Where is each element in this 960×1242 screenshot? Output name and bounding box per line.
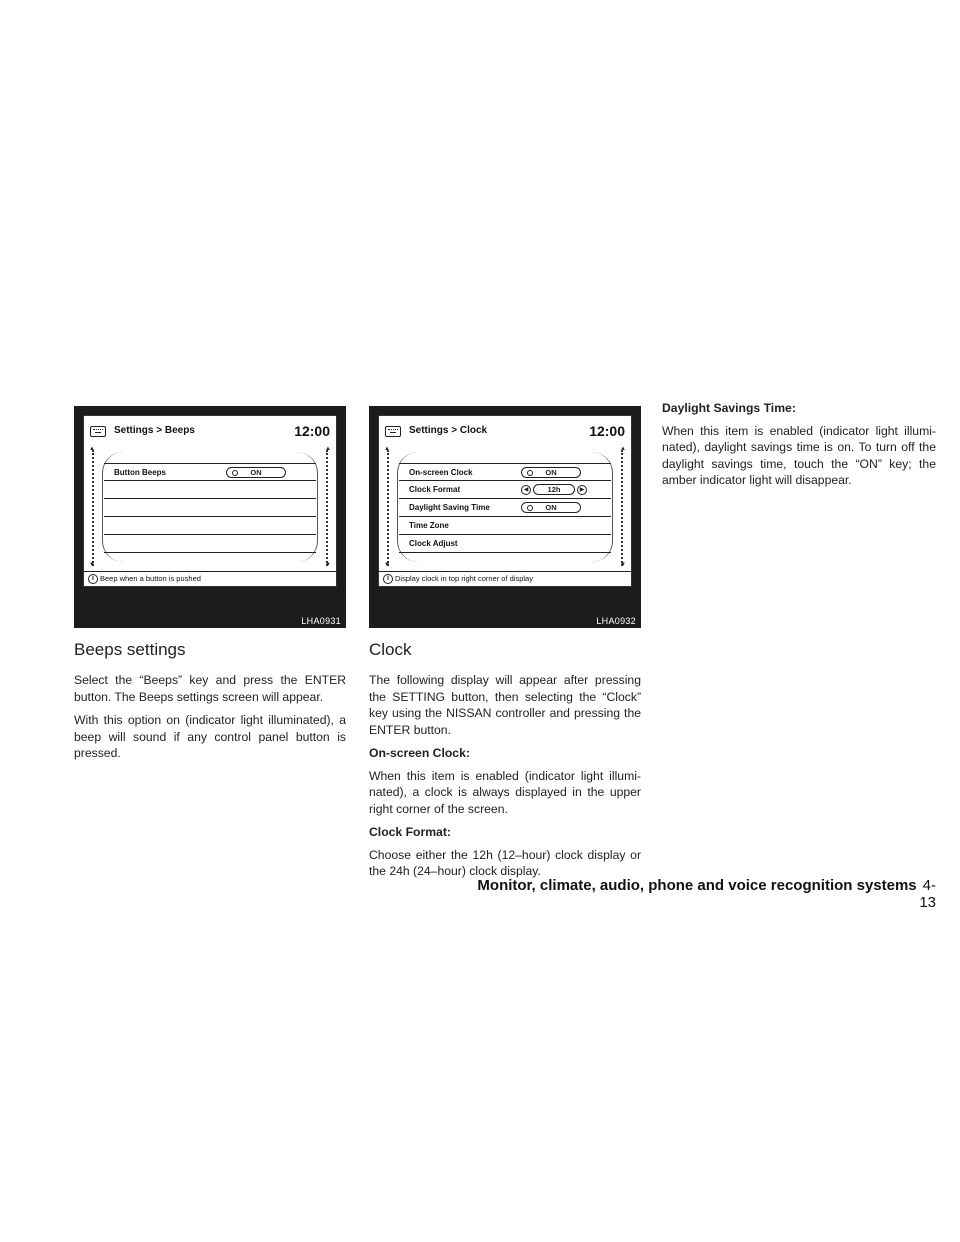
paragraph: Select the “Beeps” key and press the ENTER button. The Beeps settings screen will appear. — [74, 673, 346, 704]
page-number: 4-13 — [919, 877, 936, 911]
scroll-rail-right — [318, 450, 328, 566]
scroll-down-arrow-icon: ▼ — [89, 562, 95, 568]
scroll-rail-right — [613, 450, 623, 566]
row-clock-format[interactable] — [399, 481, 611, 499]
section-heading-beeps: Beeps settings — [74, 640, 186, 659]
screen-title: Settings > Beeps — [114, 425, 195, 436]
info-icon: i — [88, 574, 98, 584]
paragraph: When this item is enabled (indicator light illumi-nated), daylight savings time is on. To turn off the daylight savings time, touch the “ON” key; the amber indicator light will disappear. — [662, 423, 936, 487]
empty-row — [104, 499, 316, 517]
paragraph: Choose either the 12h (12–hour) clock display or the 24h (24–hour) clock display. — [369, 847, 641, 878]
column-clock — [369, 406, 641, 887]
row-label: Clock Format — [409, 485, 461, 494]
screen-footer — [379, 571, 631, 586]
toggle-value: ON — [545, 503, 557, 512]
empty-row — [104, 517, 316, 535]
beeps-screen — [83, 415, 337, 587]
screen-clock: 12:00 — [589, 423, 625, 439]
figure-clock-screen — [369, 406, 641, 628]
scroll-down-arrow-icon: ▼ — [620, 562, 626, 568]
row-label: On-screen Clock — [409, 468, 473, 477]
row-label: Clock Adjust — [409, 539, 458, 548]
section-heading-clock: Clock — [369, 640, 412, 659]
scroll-up-arrow-icon: ▲ — [325, 446, 331, 452]
on-toggle[interactable] — [226, 467, 286, 478]
scroll-up-arrow-icon: ▲ — [89, 446, 95, 452]
paragraph: With this option on (indicator light illuminated), a beep will sound if any control panel button is pressed. — [74, 713, 346, 760]
paragraph: The following display will appear after pressing the SETTING button, then selecting the “Clock” key using the NISSAN controller and pressing the ENTER button. — [369, 673, 641, 737]
scroll-up-arrow-icon: ▲ — [384, 446, 390, 452]
right-arrow-icon[interactable]: ▶ — [577, 485, 587, 495]
subheading-on-screen-clock: On-screen Clock: — [369, 746, 470, 760]
row-label: Button Beeps — [114, 468, 166, 477]
menu-icon — [385, 426, 401, 437]
selector-value: 12h — [533, 484, 575, 495]
scroll-rail-left — [92, 450, 102, 566]
format-selector[interactable] — [521, 484, 587, 495]
scroll-down-arrow-icon: ▼ — [384, 562, 390, 568]
row-daylight-saving-time[interactable] — [399, 499, 611, 517]
screen-header — [379, 416, 631, 452]
paragraph: When this item is enabled (indicator light illumi-nated), a clock is always displayed in the upper right corner of the screen. — [369, 768, 641, 816]
figure-label: LHA0932 — [596, 616, 636, 626]
screen-footer — [84, 571, 336, 586]
figure-label: LHA0931 — [301, 616, 341, 626]
info-icon: i — [383, 574, 393, 584]
subheading-clock-format: Clock Format: — [369, 825, 451, 839]
scroll-down-arrow-icon: ▼ — [325, 562, 331, 568]
column-dst — [662, 400, 936, 496]
column-beeps — [74, 406, 346, 769]
figure-beeps-screen — [74, 406, 346, 628]
screen-footer-text: Display clock in top right corner of display — [395, 574, 533, 583]
on-toggle[interactable] — [521, 467, 581, 478]
empty-row — [104, 481, 316, 499]
screen-footer-text: Beep when a button is pushed — [100, 574, 201, 583]
left-arrow-icon[interactable]: ◀ — [521, 485, 531, 495]
scroll-up-arrow-icon: ▲ — [620, 446, 626, 452]
row-label: Time Zone — [409, 521, 449, 530]
screen-title: Settings > Clock — [409, 425, 488, 436]
indicator-light-icon — [232, 470, 238, 476]
screen-header — [84, 416, 336, 452]
row-clock-adjust[interactable] — [399, 535, 611, 553]
row-button-beeps[interactable] — [104, 463, 316, 481]
row-time-zone[interactable] — [399, 517, 611, 535]
subheading-daylight-savings: Daylight Savings Time: — [662, 401, 796, 415]
toggle-value: ON — [545, 468, 557, 477]
settings-list — [399, 463, 611, 553]
footer-section-title: Monitor, climate, audio, phone and voice recognition systems — [477, 877, 917, 894]
indicator-light-icon — [527, 470, 533, 476]
screen-clock: 12:00 — [294, 423, 330, 439]
indicator-light-icon — [527, 505, 533, 511]
on-toggle[interactable] — [521, 502, 581, 513]
menu-icon — [90, 426, 106, 437]
row-on-screen-clock[interactable] — [399, 463, 611, 481]
row-label: Daylight Saving Time — [409, 503, 490, 512]
clock-screen — [378, 415, 632, 587]
scroll-rail-left — [387, 450, 397, 566]
settings-list — [104, 463, 316, 553]
empty-row — [104, 535, 316, 553]
toggle-value: ON — [250, 468, 262, 477]
page-footer — [470, 877, 936, 911]
